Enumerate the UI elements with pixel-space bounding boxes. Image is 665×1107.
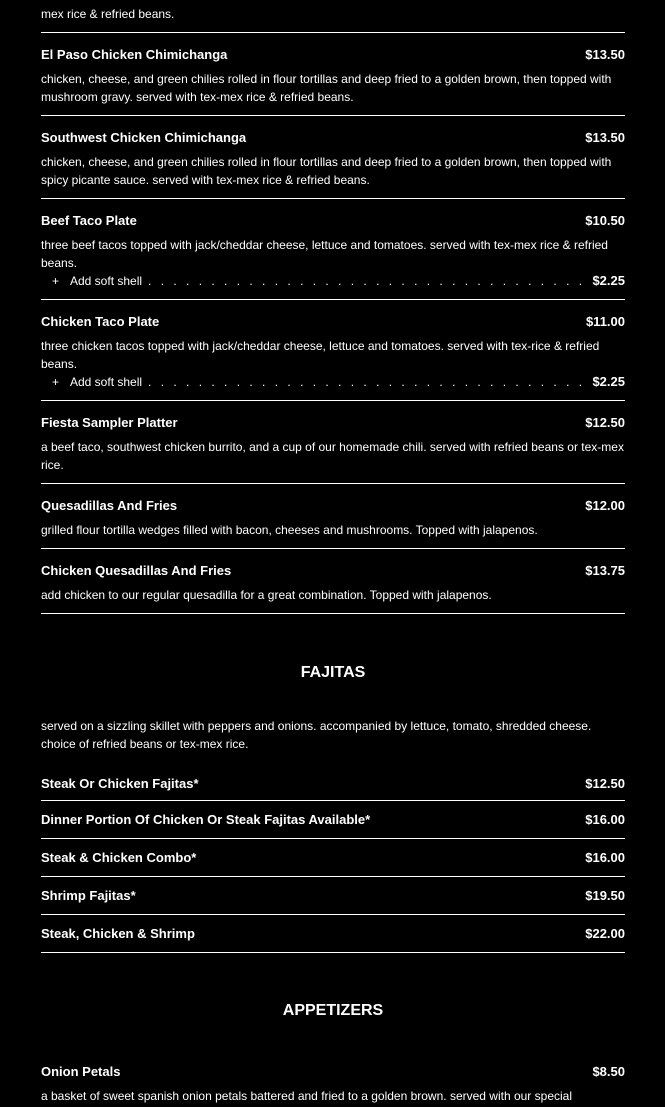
plus-icon: + xyxy=(52,274,60,288)
plus-icon: + xyxy=(52,375,60,389)
menu-item xyxy=(41,199,625,300)
item-name: Beef Taco Plate xyxy=(41,213,137,228)
item-name: Steak & Chicken Combo* xyxy=(41,850,197,865)
menu-content xyxy=(41,0,625,1105)
item-price: $11.00 xyxy=(585,314,625,329)
item-description: three beef tacos topped with jack/cheddar cheese, lettuce and tomatoes. served with tex-mex rice & refried beans. xyxy=(41,238,608,270)
section-title-appetizers: APPETIZERS xyxy=(282,1002,384,1019)
item-description: chicken, cheese, and green chilies rolled in flour tortillas and deep fried to a golden brown, then topped with spicy picante sauce. served with tex-mex rice & refried beans. xyxy=(41,155,612,187)
item-name: Dinner Portion Of Chicken Or Steak Fajitas Available* xyxy=(41,812,371,827)
item-name: Steak Or Chicken Fajitas* xyxy=(41,776,199,791)
menu-item xyxy=(41,915,625,953)
menu-item xyxy=(41,769,625,801)
item-description: mex rice & refried beans. xyxy=(41,7,175,21)
item-price: $8.50 xyxy=(592,1064,625,1079)
menu-item xyxy=(41,300,625,401)
menu-item xyxy=(41,839,625,877)
menu-item xyxy=(41,877,625,915)
item-name: El Paso Chicken Chimichanga xyxy=(41,47,228,62)
menu-item xyxy=(41,1063,625,1105)
item-description: three chicken tacos topped with jack/cheddar cheese, lettuce and tomatoes. served with tex-rice & refried beans. xyxy=(41,339,600,371)
item-price: $12.50 xyxy=(585,776,625,791)
item-name: Steak, Chicken & Shrimp xyxy=(41,926,195,941)
item-name: Southwest Chicken Chimichanga xyxy=(41,130,247,145)
item-price: $19.50 xyxy=(585,888,625,903)
item-name: Onion Petals xyxy=(41,1064,121,1079)
item-description: a basket of sweet spanish onion petals battered and fried to a golden brown. served with our special xyxy=(41,1089,572,1103)
section-title-fajitas: FAJITAS xyxy=(300,664,366,681)
item-name: Quesadillas And Fries xyxy=(41,498,178,513)
item-description: grilled flour tortilla wedges filled with bacon, cheeses and mushrooms. Topped with jalapenos. xyxy=(41,523,538,537)
menu-item xyxy=(41,549,625,614)
item-price: $12.00 xyxy=(585,498,625,513)
addon-label: Add soft shell xyxy=(70,274,143,288)
item-name: Fiesta Sampler Platter xyxy=(41,415,178,430)
item-description: a beef taco, southwest chicken burrito, and a cup of our homemade chili. served with refried beans or tex-mex rice. xyxy=(41,440,624,472)
item-name: Chicken Taco Plate xyxy=(41,314,160,329)
menu-item-partial xyxy=(41,0,625,33)
item-description: add chicken to our regular quesadilla for a great combination. Topped with jalapenos. xyxy=(41,588,492,602)
addon-price: $2.25 xyxy=(592,273,625,288)
item-price: $10.50 xyxy=(585,213,625,228)
addon-label: Add soft shell xyxy=(70,375,143,389)
menu-item xyxy=(41,33,625,116)
item-name: Shrimp Fajitas* xyxy=(41,888,136,903)
item-price: $16.00 xyxy=(585,812,625,827)
item-description: chicken, cheese, and green chilies rolled in flour tortillas and deep fried to a golden brown, then topped with mushroom gravy. served with tex-mex rice & refried beans. xyxy=(41,72,612,104)
menu-item xyxy=(41,116,625,199)
item-price: $16.00 xyxy=(585,850,625,865)
menu-item xyxy=(41,801,625,839)
item-price: $13.50 xyxy=(585,47,625,62)
item-price: $13.75 xyxy=(585,563,625,578)
addon-option xyxy=(41,373,625,391)
menu-item xyxy=(41,401,625,484)
dot-leader xyxy=(148,373,588,391)
dot-leader xyxy=(148,272,588,290)
addon-price: $2.25 xyxy=(592,374,625,389)
fajitas-list xyxy=(41,769,625,953)
section-description: served on a sizzling skillet with peppers and onions. accompanied by lettuce, tomato, shredded cheese. choice of refried beans or tex-mex rice. xyxy=(41,719,592,751)
addon-option xyxy=(41,272,625,290)
item-price: $22.00 xyxy=(585,926,625,941)
item-name: Chicken Quesadillas And Fries xyxy=(41,563,232,578)
item-price: $13.50 xyxy=(585,130,625,145)
item-price: $12.50 xyxy=(585,415,625,430)
menu-item xyxy=(41,484,625,549)
